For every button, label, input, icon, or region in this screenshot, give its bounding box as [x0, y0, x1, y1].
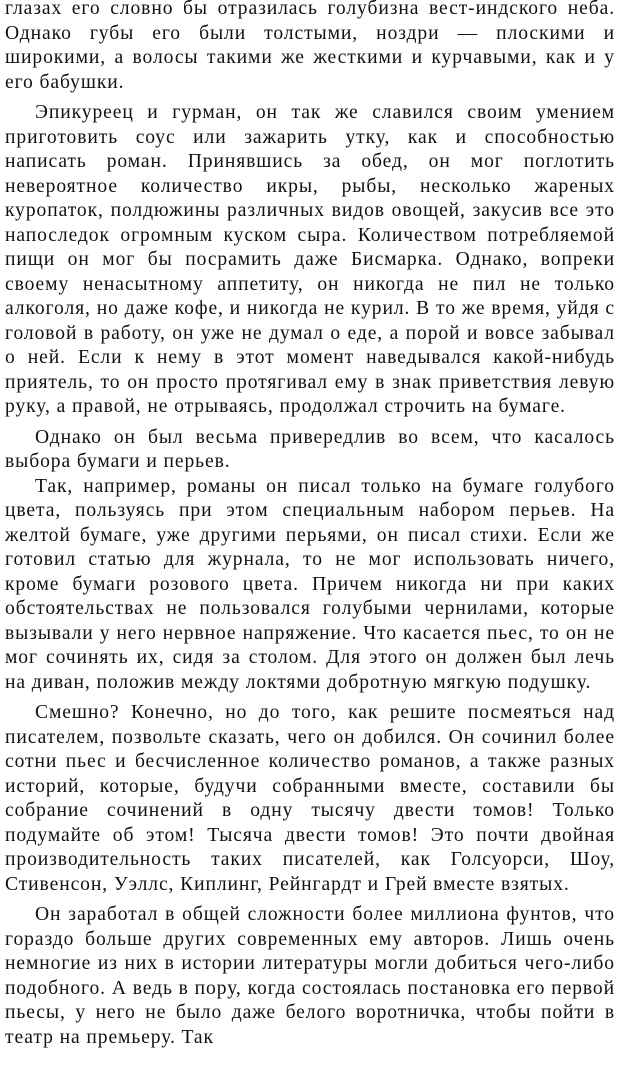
paragraph-epicurean: Эпикуреец и гурман, он так же славился своим умением приготовить соус или зажарить утку, как и способностью написать роман. Принявшись за обед, он мог поглотить невероятное количество икры, рыбы, несколько жареных куропаток, полдюжины различных видов овощей, закусив все это напоследок огромным куском сыра. Количеством потребляемой пищи он мог бы посрамить даже Бисмарка. Однако, вопреки своему ненасытному аппетиту, он никогда не пил не только алкоголя, но даже кофе, и никогда не курил. В то же время, уйдя с головой в работу, он уже не думал о еде, а порой и вовсе забывал о ней. Если к нему в этот момент наведывался какой-нибудь приятель, то он просто протягивал ему в знак приветствия левую руку, а правой, не отрываясь, продолжал строчить на бумаге.	[5, 102, 615, 417]
paragraph-achievements: Смешно? Конечно, но до того, как решите посмеяться над писателем, позвольте сказать, чего он добился. Он сочинил более сотни пьес и бесчисленное количество романов, а также разных историй, которые, будучи собранными вместе, составили бы собрание сочинений в одну тысячу двести томов! Только подумайте об этом! Тысяча двести томов! Это почти двойная производительность таких писателей, как Голсуорси, Шоу, Стивенсон, Уэллс, Киплинг, Рейнгардт и Грей вместе взятых.	[5, 702, 615, 895]
paragraph-continuation: глазах его словно бы отразилась голубизна вест-индского неба. Однако губы его были толстыми, ноздри — плоскими и широкими, а волосы такими же жесткими и курчавыми, как и у его бабушки.	[5, 0, 615, 93]
paragraph-earnings: Он заработал в общей сложности более миллиона фунтов, что гораздо больше других современных ему авторов. Лишь очень немногие из них в истории литературы могли добиться чего-либо подобного. А ведь в пору, когда состоялась постановка его первой пьесы, у него не было даже белого воротничка, чтобы пойти в театр на премьеру. Так	[5, 904, 615, 1048]
paragraph-paper-and-pens: Однако он был весьма привередлив во всем, что касалось выбора бумаги и перьев.	[5, 426, 615, 472]
paragraph-colored-paper: Так, например, романы он писал только на бумаге голубого цвета, пользуясь при этом специальным набором перьев. На желтой бумаге, уже другими перьями, он писал стихи. Если же готовил статью для журнала, то не мог использовать ничего, кроме бумаги розового цвета. Причем никогда ни при каких обстоятельствах не пользовался голубыми чернилами, которые вызывали у него нервное напряжение. Что касается пьес, то он не мог сочинять их, сидя за столом. Для этого он должен был лечь на диван, положив между локтями добротную мягкую подушку.	[5, 475, 615, 693]
